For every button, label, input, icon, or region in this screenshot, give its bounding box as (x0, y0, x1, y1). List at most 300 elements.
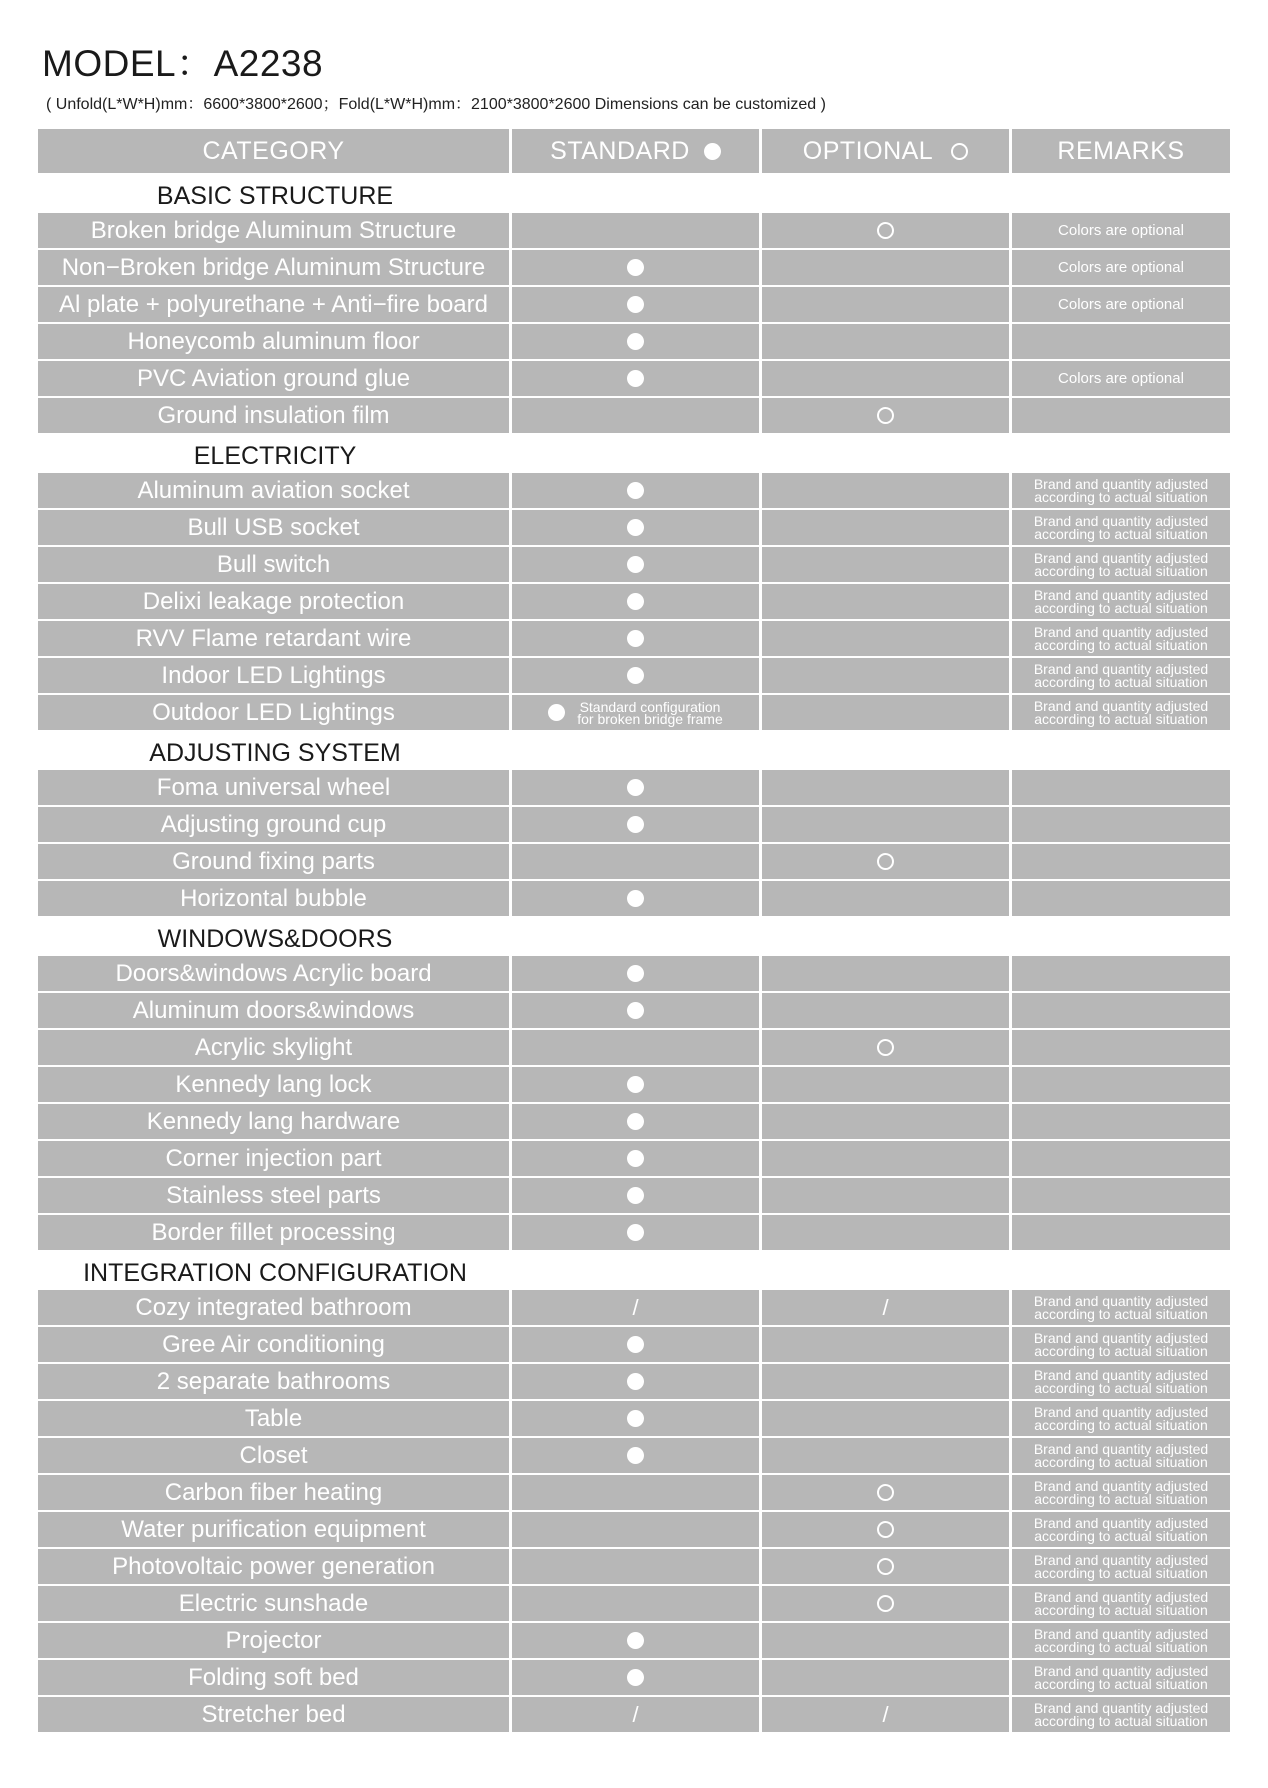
category-label: Non−Broken bridge Aluminum Structure (61, 253, 486, 281)
standard-cell (512, 1327, 759, 1362)
category-cell (38, 1660, 509, 1695)
section-title: WINDOWS&DOORS (157, 925, 393, 953)
category-label: Adjusting ground cup (160, 810, 387, 838)
hollow-circle-icon (877, 407, 894, 424)
optional-cell (762, 770, 1009, 805)
remark-line: Brand and quantity adjusted (1033, 1440, 1209, 1457)
remark-text (1033, 1403, 1209, 1433)
standard-cell (512, 993, 759, 1028)
filled-circle-icon (627, 965, 644, 982)
section-title: ELECTRICITY (193, 442, 357, 470)
optional-cell (762, 956, 1009, 991)
optional-cell (762, 1290, 1009, 1325)
remark-text (1033, 586, 1209, 616)
standard-cell (512, 1178, 759, 1213)
remarks-cell (1012, 1586, 1230, 1621)
optional-cell (762, 1141, 1009, 1176)
remarks-cell (1012, 770, 1230, 805)
remark-text (1033, 1588, 1209, 1618)
remark-text: Colors are optional (1058, 259, 1184, 276)
remark-text (1033, 623, 1209, 653)
remark-line: according to actual situation (1034, 1564, 1208, 1581)
category-cell (38, 956, 509, 991)
remark-text (1033, 660, 1209, 690)
remark-text (1033, 1477, 1209, 1507)
remark-line: Brand and quantity adjusted (1033, 586, 1209, 603)
category-cell (38, 993, 509, 1028)
optional-cell (762, 398, 1009, 433)
category-cell (38, 1512, 509, 1547)
section-row (38, 435, 1230, 473)
category-cell (38, 584, 509, 619)
filled-circle-icon (627, 1187, 644, 1204)
remarks-cell (1012, 213, 1230, 248)
category-label: Corner injection part (165, 1144, 382, 1172)
category-cell (38, 695, 509, 730)
remark-line: according to actual situation (1034, 1490, 1208, 1507)
standard-cell (512, 807, 759, 842)
category-cell (38, 658, 509, 693)
remark-line: Brand and quantity adjusted (1033, 1403, 1209, 1420)
optional-cell (762, 1660, 1009, 1695)
hollow-circle-icon (877, 1039, 894, 1056)
filled-circle-icon (627, 333, 644, 350)
category-cell (38, 1030, 509, 1065)
category-label: Al plate + polyurethane + Anti−fire board (59, 290, 488, 318)
table-row (38, 1178, 1230, 1215)
remark-line: according to actual situation (1034, 599, 1208, 616)
remarks-cell (1012, 1549, 1230, 1584)
remark-line: according to actual situation (1034, 636, 1208, 653)
standard-cell (512, 1141, 759, 1176)
standard-note-text (577, 698, 723, 727)
remark-text (1033, 1551, 1209, 1581)
remarks-cell (1012, 844, 1230, 879)
category-cell (38, 361, 509, 396)
category-cell (38, 1067, 509, 1102)
filled-circle-icon (627, 556, 644, 573)
optional-cell (762, 324, 1009, 359)
category-label: Acrylic skylight (194, 1033, 353, 1061)
standard-cell (512, 510, 759, 545)
standard-note-line: Standard configuration (579, 698, 721, 715)
remarks-cell (1012, 1512, 1230, 1547)
table-row (38, 213, 1230, 250)
remark-line: Brand and quantity adjusted (1033, 697, 1209, 714)
table-row (38, 473, 1230, 510)
remarks-cell (1012, 1364, 1230, 1399)
header-optional-label: OPTIONAL (802, 136, 934, 165)
category-label: Honeycomb aluminum floor (127, 327, 420, 355)
configuration-table (38, 129, 1230, 1734)
category-label: Stainless steel parts (166, 1181, 381, 1209)
remark-line: according to actual situation (1034, 488, 1208, 505)
remark-line: Brand and quantity adjusted (1033, 660, 1209, 677)
standard-note-line: for broken bridge frame (577, 710, 723, 727)
category-cell (38, 1104, 509, 1139)
table-row (38, 1141, 1230, 1178)
section-title: ADJUSTING SYSTEM (149, 739, 401, 767)
filled-circle-icon (627, 1224, 644, 1241)
table-row (38, 621, 1230, 658)
table-row (38, 1030, 1230, 1067)
remarks-cell (1012, 621, 1230, 656)
table-row (38, 1327, 1230, 1364)
remarks-cell (1012, 1215, 1230, 1250)
standard-cell (512, 1030, 759, 1065)
hollow-circle-icon (951, 143, 968, 160)
remarks-cell (1012, 1104, 1230, 1139)
standard-cell (512, 1512, 759, 1547)
filled-circle-icon (627, 296, 644, 313)
optional-cell (762, 1401, 1009, 1436)
optional-cell (762, 807, 1009, 842)
optional-cell (762, 1697, 1009, 1732)
category-label: Delixi leakage protection (142, 587, 405, 615)
table-row (38, 1586, 1230, 1623)
remarks-cell (1012, 993, 1230, 1028)
optional-cell (762, 1067, 1009, 1102)
optional-cell (762, 1549, 1009, 1584)
category-label: Bull switch (216, 550, 331, 578)
remark-line: according to actual situation (1034, 1527, 1208, 1544)
remark-text (1033, 1329, 1209, 1359)
standard-cell (512, 1290, 759, 1325)
table-row (38, 398, 1230, 435)
table-row (38, 807, 1230, 844)
remark-text (1033, 697, 1209, 727)
hollow-circle-icon (877, 1558, 894, 1575)
header-category (38, 129, 509, 173)
filled-circle-icon (627, 1076, 644, 1093)
filled-circle-icon (704, 143, 721, 160)
remark-line: Brand and quantity adjusted (1033, 549, 1209, 566)
remarks-cell (1012, 361, 1230, 396)
optional-cell (762, 1215, 1009, 1250)
hollow-circle-icon (877, 1484, 894, 1501)
remark-line: according to actual situation (1034, 1305, 1208, 1322)
category-cell (38, 1290, 509, 1325)
remarks-cell (1012, 473, 1230, 508)
filled-circle-icon (627, 667, 644, 684)
filled-circle-icon (627, 482, 644, 499)
remark-line: according to actual situation (1034, 1416, 1208, 1433)
filled-circle-icon (627, 1373, 644, 1390)
remark-line: Brand and quantity adjusted (1033, 1625, 1209, 1642)
standard-cell (512, 1623, 759, 1658)
table-row (38, 1290, 1230, 1327)
standard-cell (512, 398, 759, 433)
filled-circle-icon (627, 1669, 644, 1686)
section-title: INTEGRATION CONFIGURATION (83, 1259, 467, 1287)
remark-line: Brand and quantity adjusted (1033, 1551, 1209, 1568)
category-cell (38, 1327, 509, 1362)
category-cell (38, 1438, 509, 1473)
remark-text (1033, 1662, 1209, 1692)
remarks-cell (1012, 287, 1230, 322)
table-row (38, 324, 1230, 361)
category-label: Water purification equipment (121, 1515, 426, 1543)
optional-cell (762, 213, 1009, 248)
filled-circle-icon (627, 890, 644, 907)
category-cell (38, 1364, 509, 1399)
remarks-cell (1012, 250, 1230, 285)
section-row (38, 918, 1230, 956)
optional-cell (762, 510, 1009, 545)
category-cell (38, 1697, 509, 1732)
category-cell (38, 473, 509, 508)
remark-text (1033, 1699, 1209, 1729)
remark-line: according to actual situation (1034, 673, 1208, 690)
category-cell (38, 287, 509, 322)
remarks-cell (1012, 1327, 1230, 1362)
optional-cell (762, 993, 1009, 1028)
remark-text (1033, 1292, 1209, 1322)
category-cell (38, 324, 509, 359)
remarks-cell (1012, 547, 1230, 582)
optional-cell (762, 658, 1009, 693)
standard-cell (512, 473, 759, 508)
category-cell (38, 621, 509, 656)
table-row (38, 584, 1230, 621)
optional-cell (762, 695, 1009, 730)
table-row (38, 1660, 1230, 1697)
filled-circle-icon (627, 519, 644, 536)
header-standard-label: STANDARD (550, 136, 690, 165)
standard-cell (512, 1364, 759, 1399)
section-title: BASIC STRUCTURE (156, 182, 394, 210)
standard-cell (512, 621, 759, 656)
filled-circle-icon (627, 593, 644, 610)
remark-text (1033, 549, 1209, 579)
remarks-cell (1012, 881, 1230, 916)
dimensions-note: ( Unfold(L*W*H)mm：6600*3800*2600；Fold(L*W*H)mm：2100*3800*2600 Dimensions can be customized ) (46, 96, 826, 113)
optional-cell (762, 1586, 1009, 1621)
table-row (38, 1697, 1230, 1734)
table-row (38, 1475, 1230, 1512)
remark-text (1033, 1514, 1209, 1544)
remark-text (1033, 475, 1209, 505)
category-label: Broken bridge Aluminum Structure (90, 216, 457, 244)
category-label: Ground insulation film (157, 401, 390, 429)
model-title: MODEL：A2238 (42, 43, 324, 84)
remark-line: according to actual situation (1034, 710, 1208, 727)
header-optional (762, 129, 1009, 173)
table-header (38, 129, 1230, 175)
category-label: Gree Air conditioning (162, 1330, 385, 1358)
table-row (38, 695, 1230, 732)
category-cell (38, 398, 509, 433)
category-label: Closet (239, 1441, 308, 1469)
filled-circle-icon (548, 704, 565, 721)
remark-line: according to actual situation (1034, 1601, 1208, 1618)
optional-cell (762, 1623, 1009, 1658)
filled-circle-icon (627, 259, 644, 276)
filled-circle-icon (627, 816, 644, 833)
standard-cell (512, 1475, 759, 1510)
category-cell (38, 881, 509, 916)
standard-cell (512, 287, 759, 322)
hollow-circle-icon (877, 222, 894, 239)
optional-cell (762, 473, 1009, 508)
category-cell (38, 1215, 509, 1250)
filled-circle-icon (627, 1002, 644, 1019)
category-label: Doors&windows Acrylic board (115, 959, 432, 987)
category-cell (38, 1178, 509, 1213)
standard-cell (512, 250, 759, 285)
optional-cell (762, 250, 1009, 285)
standard-cell (512, 584, 759, 619)
category-label: Border fillet processing (151, 1218, 396, 1246)
standard-cell (512, 658, 759, 693)
standard-cell (512, 1549, 759, 1584)
standard-cell (512, 1697, 759, 1732)
standard-note (548, 698, 723, 727)
category-cell (38, 844, 509, 879)
optional-cell (762, 1438, 1009, 1473)
remark-line: according to actual situation (1034, 1638, 1208, 1655)
hollow-circle-icon (877, 1595, 894, 1612)
remark-line: Brand and quantity adjusted (1033, 1662, 1209, 1679)
table-row (38, 547, 1230, 584)
category-cell (38, 1623, 509, 1658)
optional-cell (762, 1327, 1009, 1362)
table-row (38, 658, 1230, 695)
standard-cell (512, 1104, 759, 1139)
category-label: Cozy integrated bathroom (135, 1293, 412, 1321)
standard-cell (512, 956, 759, 991)
category-cell (38, 250, 509, 285)
filled-circle-icon (627, 370, 644, 387)
category-label: Ground fixing parts (172, 847, 375, 875)
filled-circle-icon (627, 779, 644, 796)
table-row (38, 881, 1230, 918)
optional-cell (762, 1475, 1009, 1510)
table-row (38, 1438, 1230, 1475)
optional-cell (762, 881, 1009, 916)
remark-text: Colors are optional (1058, 296, 1184, 313)
table-row (38, 844, 1230, 881)
remarks-cell (1012, 1290, 1230, 1325)
standard-cell (512, 324, 759, 359)
category-cell (38, 1141, 509, 1176)
remarks-cell (1012, 324, 1230, 359)
remarks-cell (1012, 1030, 1230, 1065)
standard-cell (512, 844, 759, 879)
standard-cell (512, 1438, 759, 1473)
category-cell (38, 1549, 509, 1584)
category-label: Aluminum aviation socket (137, 476, 410, 504)
table-row (38, 1215, 1230, 1252)
table-row (38, 1549, 1230, 1586)
remark-line: Brand and quantity adjusted (1033, 1699, 1209, 1716)
standard-cell (512, 1660, 759, 1695)
table-row (38, 1364, 1230, 1401)
table-row (38, 361, 1230, 398)
filled-circle-icon (627, 1150, 644, 1167)
optional-cell (762, 361, 1009, 396)
standard-cell (512, 1067, 759, 1102)
category-label: Aluminum doors&windows (132, 996, 415, 1024)
table-row (38, 1067, 1230, 1104)
optional-cell (762, 1364, 1009, 1399)
remarks-cell (1012, 1178, 1230, 1213)
section-row (38, 732, 1230, 770)
remarks-cell (1012, 695, 1230, 730)
optional-cell (762, 844, 1009, 879)
table-row (38, 956, 1230, 993)
remark-line: Brand and quantity adjusted (1033, 1514, 1209, 1531)
remark-line: Brand and quantity adjusted (1033, 512, 1209, 529)
remark-line: according to actual situation (1034, 1379, 1208, 1396)
standard-cell (512, 881, 759, 916)
category-label: Stretcher bed (201, 1700, 346, 1728)
table-row (38, 1512, 1230, 1549)
not-applicable-mark: / (882, 1701, 889, 1727)
not-applicable-mark: / (882, 1294, 889, 1320)
remark-line: according to actual situation (1034, 525, 1208, 542)
remark-line: Brand and quantity adjusted (1033, 1477, 1209, 1494)
remarks-cell (1012, 956, 1230, 991)
remarks-cell (1012, 1401, 1230, 1436)
category-cell (38, 213, 509, 248)
category-label: Indoor LED Lightings (161, 661, 386, 689)
remark-line: according to actual situation (1034, 1675, 1208, 1692)
category-label: Kennedy lang hardware (146, 1107, 401, 1135)
filled-circle-icon (627, 1113, 644, 1130)
standard-cell (512, 213, 759, 248)
table-row (38, 993, 1230, 1030)
remark-line: Brand and quantity adjusted (1033, 623, 1209, 640)
remark-text (1033, 1440, 1209, 1470)
category-cell (38, 807, 509, 842)
optional-cell (762, 287, 1009, 322)
category-label: Photovoltaic power generation (112, 1552, 435, 1580)
remark-text: Colors are optional (1058, 370, 1184, 387)
category-label: Projector (225, 1626, 322, 1654)
table-row (38, 1104, 1230, 1141)
optional-cell (762, 621, 1009, 656)
standard-cell (512, 1401, 759, 1436)
remarks-cell (1012, 1660, 1230, 1695)
optional-cell (762, 584, 1009, 619)
category-label: Carbon fiber heating (164, 1478, 383, 1506)
optional-cell (762, 1030, 1009, 1065)
remarks-cell (1012, 1623, 1230, 1658)
remarks-cell (1012, 807, 1230, 842)
filled-circle-icon (627, 1410, 644, 1427)
remarks-cell (1012, 510, 1230, 545)
hollow-circle-icon (877, 1521, 894, 1538)
remarks-cell (1012, 1438, 1230, 1473)
remark-text (1033, 1625, 1209, 1655)
standard-cell (512, 695, 759, 730)
optional-cell (762, 1104, 1009, 1139)
category-label: Electric sunshade (178, 1589, 369, 1617)
not-applicable-mark: / (632, 1701, 639, 1727)
remarks-cell (1012, 658, 1230, 693)
section-row (38, 175, 1230, 213)
remarks-cell (1012, 1067, 1230, 1102)
remark-text (1033, 512, 1209, 542)
optional-cell (762, 1512, 1009, 1547)
filled-circle-icon (627, 630, 644, 647)
category-label: Horizontal bubble (180, 884, 367, 912)
remark-line: Brand and quantity adjusted (1033, 475, 1209, 492)
remarks-cell (1012, 1141, 1230, 1176)
remarks-cell (1012, 1697, 1230, 1732)
header-category-label: CATEGORY (202, 136, 345, 165)
